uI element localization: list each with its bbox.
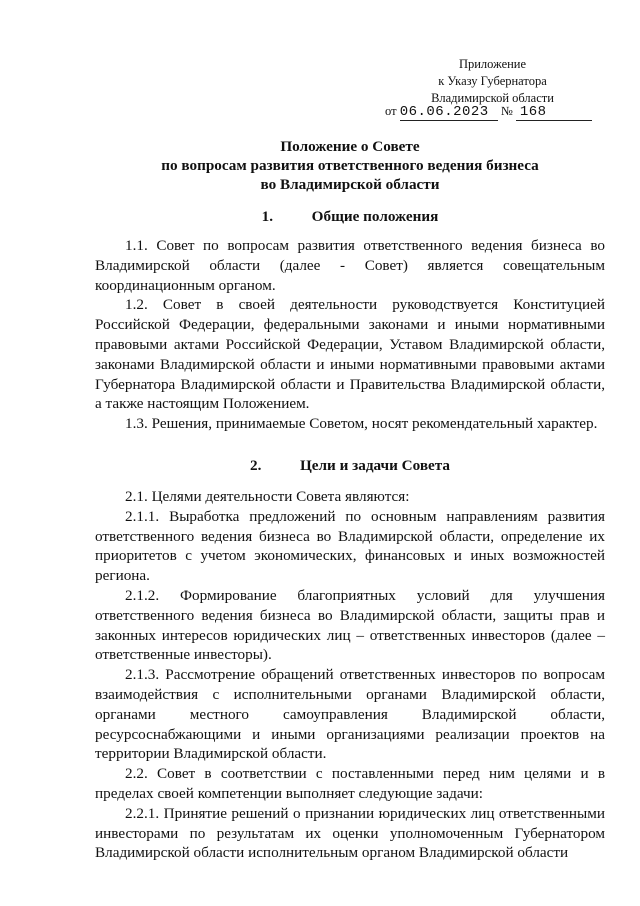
- annex-line-3: Владимирской области: [431, 91, 554, 105]
- paragraph-1-2: 1.2. Совет в своей деятельности руководствуется Конституцией Российской Федерации, федеральными законами и иными нормативными правовыми актами Российской Федерации, Уставом Владимирской области, законами Владимирской области и иными нормативными правовыми актами Губернатора Владимирской области и Правительства Владимирской области, а также настоящим Положением.: [95, 296, 605, 413]
- section-1-title: Общие положения: [311, 208, 439, 225]
- section-1-number: 1.: [261, 208, 274, 225]
- annex-line-1: Приложение: [458, 57, 527, 71]
- section-1-heading: [95, 207, 605, 226]
- section-2-body: [95, 487, 605, 863]
- paragraph-2-1-3: 2.1.3. Рассмотрение обращений ответственных инвесторов по вопросам взаимодействия с исполнительными органами Владимирской области, органами местного самоуправления Владимирской области, ресурсоснабжающими и иными организациями реализации проектов на территории Владимирской области.: [95, 666, 605, 763]
- paragraph-2-1-1: 2.1.1. Выработка предложений по основным направлениям развития ответственного ведения бизнеса во Владимирской области, определение их приоритетов с учетом экономических, финансовых и иных возможностей региона.: [95, 507, 605, 585]
- paragraph-1-1: 1.1. Совет по вопросам развития ответственного ведения бизнеса во Владимирской области (далее - Совет) является совещательным координационным органом.: [95, 237, 605, 294]
- section-2-number: 2.: [249, 457, 262, 474]
- annex-block: [400, 56, 585, 107]
- paragraph-2-1: 2.1. Целями деятельности Совета являются:: [125, 488, 410, 505]
- number-prefix: №: [500, 104, 513, 118]
- section-2-title: Цели и задачи Совета: [299, 457, 450, 474]
- title-line-2: по вопросам развития ответственного ведения бизнеса: [161, 157, 539, 174]
- decree-date: 06.06.2023: [400, 105, 498, 121]
- decree-number: 168: [516, 105, 592, 121]
- paragraph-2-2-1: 2.2.1. Принятие решений о признании юридических лиц ответственными инвесторами по результатам их оценки уполномоченным Губернатором Владимирской области исполнительным органом Владимирской области: [95, 804, 605, 862]
- paragraph-2-1-2: 2.1.2. Формирование благоприятных условий для улучшения ответственного ведения бизнеса во Владимирской области, защиты прав и законных интересов юридических лиц – ответственных инвесторов (далее – ответственные инвесторы).: [95, 586, 605, 664]
- date-prefix: от: [385, 104, 397, 118]
- section-2-heading: [95, 456, 605, 475]
- title-line-3: во Владимирской области: [260, 176, 440, 193]
- section-1-body: [95, 236, 605, 434]
- title-line-1: Положение о Совете: [280, 138, 420, 155]
- paragraph-2-2: 2.2. Совет в соответствии с поставленными перед ним целями и в пределах своей компетенции выполняет следующие задачи:: [95, 765, 605, 802]
- decree-date-number: [385, 103, 600, 121]
- document-title: [95, 137, 605, 194]
- annex-line-2: к Указу Губернатора: [438, 74, 547, 88]
- paragraph-1-3: 1.3. Решения, принимаемые Советом, носят рекомендательный характер.: [125, 415, 598, 433]
